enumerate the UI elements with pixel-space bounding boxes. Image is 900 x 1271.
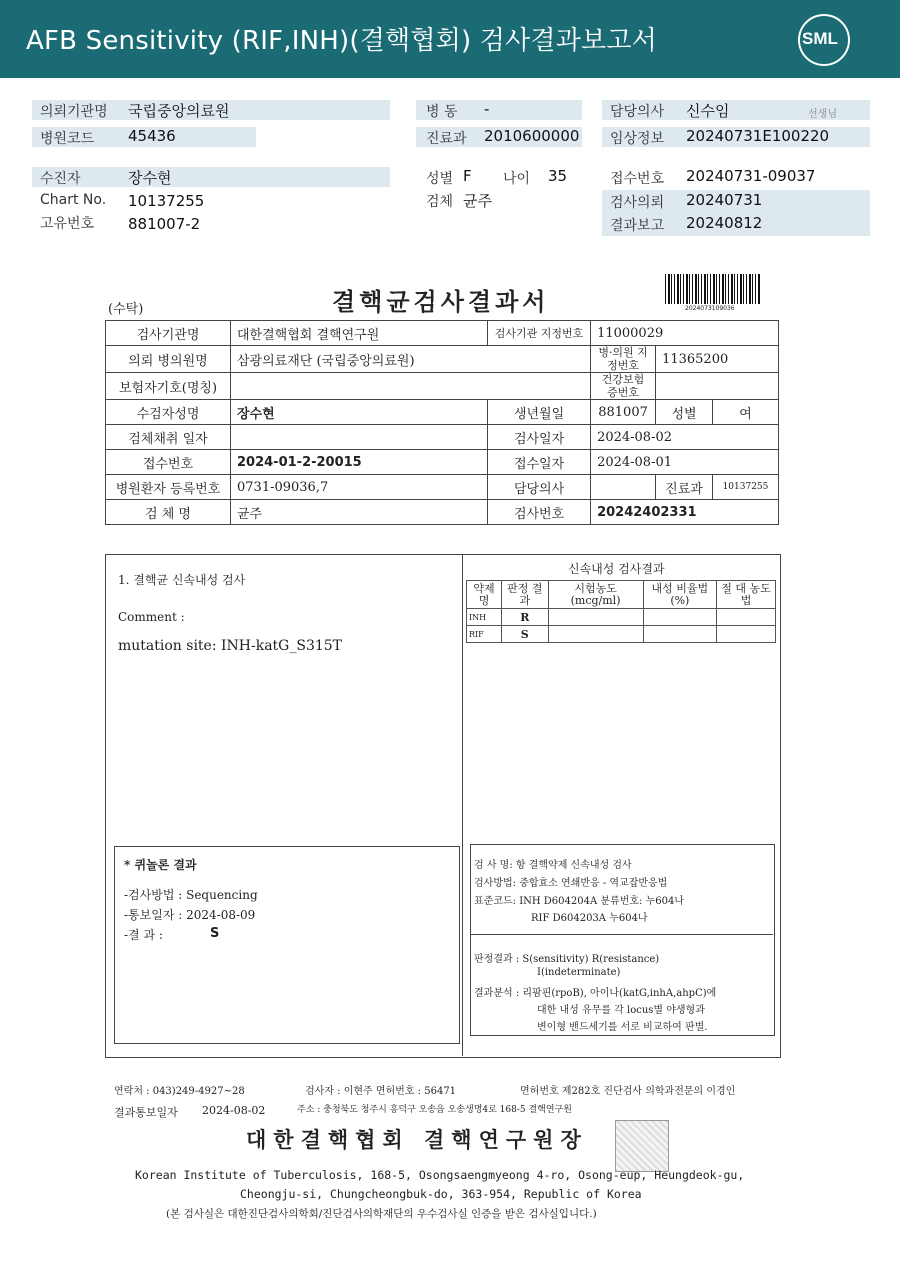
cell-label: 검사일자 [488, 425, 591, 450]
cell-value: 11000029 [591, 321, 779, 346]
dept-label: 진료과 [426, 131, 467, 147]
request-label: 검사의뢰 [610, 195, 665, 211]
cell-label: 검 체 명 [106, 500, 231, 525]
ward-value: - [484, 100, 490, 118]
quinolone-box [114, 846, 460, 1044]
sensitivity-table [466, 580, 776, 643]
uid-value: 881007-2 [128, 215, 201, 233]
sens-header-cell: 내성 비율법(%) [643, 581, 717, 609]
footer-license: 면허번호 제282호 진단검사 의학과전문의 이경인 [520, 1086, 736, 1097]
barcode-number: 2024073109036 [685, 305, 735, 312]
age-label: 나이 [503, 171, 531, 187]
sens-title: 신속내성 검사결과 [568, 562, 665, 576]
doctor-value: 신수임 [686, 102, 730, 120]
footer-org: 대한결핵협회 결핵연구원장 [246, 1127, 588, 1152]
cell-label: 검사번호 [488, 500, 591, 525]
cell-value: 10137255 [712, 475, 778, 500]
sex-label: 성별 [426, 171, 454, 187]
judge-line: 판정결과 : S(sensitivity) R(resistance) [474, 954, 660, 965]
dept-value: 2010600000 [484, 127, 580, 145]
receipt-value: 20240731-09037 [686, 167, 816, 185]
cell-label: 수검자성명 [106, 400, 231, 425]
footer-en-line2: Cheongju-si, Chungcheongbuk-do, 363-954, Republic of Korea [240, 1187, 642, 1201]
cell-value: 삼광의료재단 (국립중앙의료원) [231, 346, 591, 373]
judge-line: 결과분석 : 리팜핀(rpoB), 아이나(katG,inhA,ahpC)에 [474, 988, 717, 999]
quinolone-method: -검사방법 : Sequencing [124, 888, 258, 902]
footer-address: 주소 : 충청북도 청주시 흥덕구 오송읍 오송생명4로 168-5 결핵연구원 [297, 1105, 572, 1115]
sens-header-cell: 절 대 농도법 [717, 581, 776, 609]
sens-cell: RIF [467, 626, 502, 643]
sens-row [467, 609, 776, 626]
cell-value: 여 [712, 400, 778, 425]
sex-value: F [463, 167, 472, 185]
cell-value: 균주 [231, 500, 488, 525]
cell-label: 접수번호 [106, 450, 231, 475]
cell-label: 검사기관명 [106, 321, 231, 346]
quinolone-title: * 퀴놀론 결과 [124, 858, 197, 872]
sens-cell [548, 626, 643, 643]
cell-label: 보험자기호(명칭) [106, 373, 231, 400]
cell-value: 장수현 [231, 400, 488, 425]
ward-label: 병 동 [426, 104, 458, 120]
report-title: AFB Sensitivity (RIF,INH)(결핵협회) 검사결과보고서 [26, 26, 658, 56]
judge-line: I(indeterminate) [537, 967, 621, 978]
receipt-label: 접수번호 [610, 171, 665, 187]
clinical-label: 임상정보 [610, 131, 665, 147]
cell-value: 2024-08-02 [591, 425, 779, 450]
footer-tester: 검사자 : 이현주 면허번호 : 56471 [305, 1086, 457, 1097]
section-title: 1. 결핵균 신속내성 검사 [118, 573, 246, 587]
sens-cell [643, 626, 717, 643]
chart-label: Chart No. [40, 192, 107, 208]
mutation-site: mutation site: INH-katG_S315T [118, 638, 343, 654]
document-title: 결핵균검사결과서 [332, 287, 550, 316]
cell-label: 의뢰 병의원명 [106, 346, 231, 373]
patient-label: 수진자 [40, 171, 81, 187]
footer-notice-label: 결과통보일자 [114, 1106, 178, 1119]
sens-header-cell: 약제명 [467, 581, 502, 609]
method-line: 표준코드: INH D604204A 분류번호: 누604나 [474, 896, 684, 907]
hosp-code-label: 병원코드 [40, 131, 95, 147]
method-line: 검 사 명: 항 결핵약제 신속내성 검사 [474, 860, 632, 871]
footer-certification: (본 검사실은 대한진단검사의학회/진단검사의학재단의 우수검사실 인증을 받은 검사실입니다.) [166, 1208, 597, 1220]
cell-value: 11365200 [656, 346, 779, 373]
cell-value [656, 373, 779, 400]
sens-header-cell: 시험농도 (mcg/ml) [548, 581, 643, 609]
cell-label: 생년월일 [488, 400, 591, 425]
cell-value: 2024-01-2-20015 [231, 450, 488, 475]
chart-value: 10137255 [128, 192, 205, 210]
cell-value [231, 373, 591, 400]
sens-cell: R [502, 609, 549, 626]
judge-line: 변이형 밴드세기를 서로 비교하여 판별. [537, 1022, 708, 1033]
cell-label: 진료과 [656, 475, 713, 500]
cell-label: 담당의사 [488, 475, 591, 500]
age-value: 35 [548, 167, 568, 185]
cell-value [231, 425, 488, 450]
patient-value: 장수현 [128, 169, 172, 187]
cell-label: 검체채취 일자 [106, 425, 231, 450]
method-line: 검사방법: 중합효소 연쇄반응 - 역교잡반응법 [474, 878, 668, 889]
cell-label: 검사기관 지정번호 [488, 321, 591, 346]
sens-cell [548, 609, 643, 626]
cell-label: 접수일자 [488, 450, 591, 475]
cell-value [591, 475, 656, 500]
judge-line: 대한 내성 유무를 각 locus별 야생형과 [537, 1005, 705, 1016]
req-org-value: 국립중앙의료원 [128, 102, 230, 120]
sens-row [467, 626, 776, 643]
sens-cell: INH [467, 609, 502, 626]
footer-contact: 연락처 : 043)249-4927~28 [114, 1086, 245, 1097]
sens-header-cell: 판정 결과 [502, 581, 549, 609]
quinolone-result-label: -결 과 : [124, 928, 163, 942]
patient-bar [32, 167, 390, 187]
comment-label: Comment : [118, 610, 185, 624]
req-org-label: 의뢰기관명 [40, 104, 108, 120]
quinolone-result: S [210, 926, 220, 941]
logo-text: SML [802, 29, 838, 48]
specimen-label: 검체 [426, 194, 454, 210]
quinolone-date: -통보일자 : 2024-08-09 [124, 908, 256, 922]
footer-notice-date: 2024-08-02 [202, 1104, 266, 1117]
request-value: 20240731 [686, 191, 763, 209]
cell-value: 20242402331 [591, 500, 779, 525]
sens-cell: S [502, 626, 549, 643]
scanned-result-document [100, 268, 790, 1228]
official-seal-icon [615, 1120, 669, 1172]
cell-label: 병·의원 지정번호 [591, 346, 656, 373]
cell-label: 성별 [656, 400, 713, 425]
cell-value: 2024-08-01 [591, 450, 779, 475]
specimen-value: 균주 [463, 192, 492, 210]
uid-label: 고유번호 [40, 216, 95, 232]
footer-en-line1: Korean Institute of Tuberculosis, 168-5, Osongsaengmyeong 4-ro, Osong-eup, Heungdeok-gu, [135, 1168, 745, 1182]
cell-label: 병원환자 등록번호 [106, 475, 231, 500]
sens-cell [717, 609, 776, 626]
cell-value: 0731-09036,7 [231, 475, 488, 500]
doctor-label: 담당의사 [610, 104, 665, 120]
method-line: RIF D604203A 누604나 [531, 913, 648, 924]
method-divider [470, 934, 773, 935]
report-value: 20240812 [686, 214, 763, 232]
header-info-table [105, 320, 779, 525]
cell-value: 대한결핵협회 결핵연구원 [231, 321, 488, 346]
cell-label: 건강보험 증번호 [591, 373, 656, 400]
hosp-code-value: 45436 [128, 127, 176, 145]
doctor-suffix: 선생님 [808, 109, 837, 120]
clinical-value: 20240731E100220 [686, 127, 830, 145]
sens-cell [643, 609, 717, 626]
copy-mark: (수탁) [108, 302, 144, 317]
cell-value: 881007 [591, 400, 656, 425]
sml-logo [798, 14, 850, 66]
barcode-icon [665, 274, 761, 304]
report-label: 결과보고 [610, 218, 665, 234]
sens-cell [717, 626, 776, 643]
report-header [0, 0, 900, 78]
